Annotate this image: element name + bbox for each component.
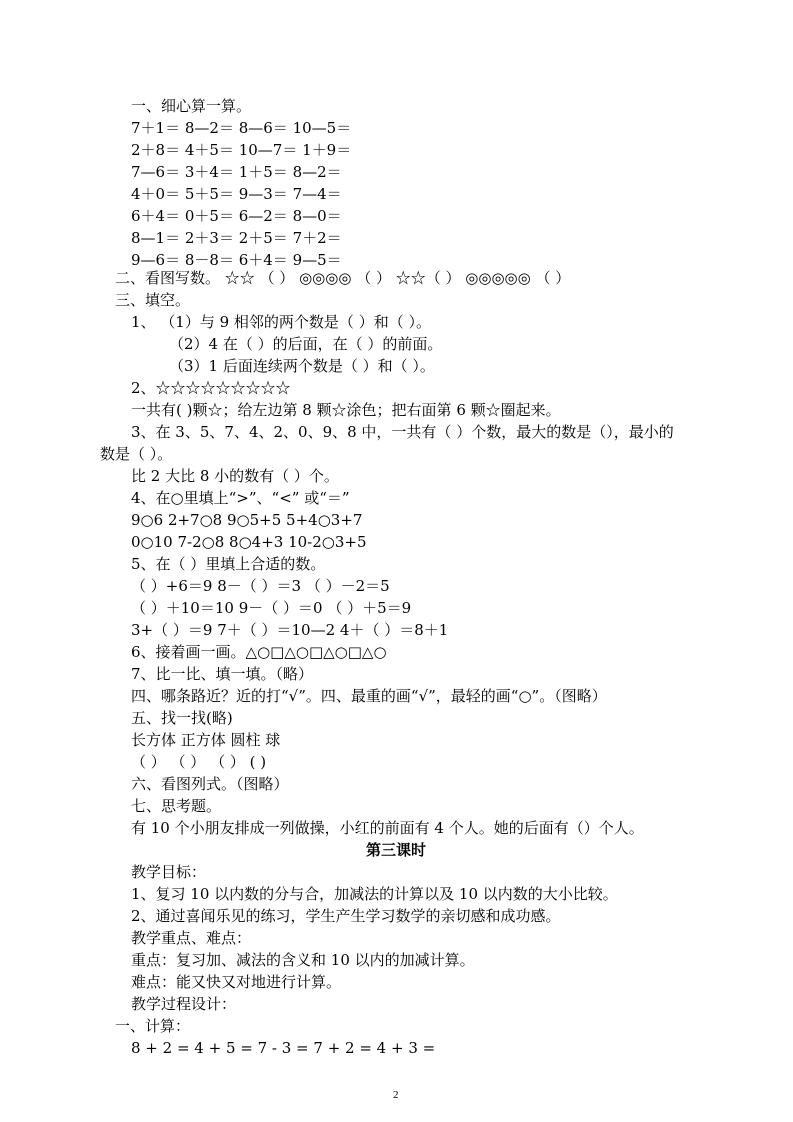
calc-row-2: 2＋8＝ 4＋5＝ 10—7＝ 1＋9＝ <box>131 141 352 159</box>
difficult-point: 难点：能又快又对地进行计算。 <box>131 973 342 991</box>
fill-item-1-3: （3）1 后面连续两个数是（ ）和（ ）。 <box>169 357 435 375</box>
fill-item-6: 6、接着画一画。△○□△○□△○□△○ <box>131 643 387 661</box>
shape-blanks: （ ） （ ） （ ） ( ) <box>131 753 267 771</box>
blank-row-2: （ ）＋10＝10 9－（ ）＝0 （ ）＋5＝9 <box>131 599 412 617</box>
goals-heading: 教学目标： <box>131 863 207 881</box>
blank-row-1: （ ）+6＝9 8－（ ）＝3 （ ）－2＝5 <box>131 577 390 595</box>
key-points-heading: 教学重点、难点： <box>131 929 252 947</box>
blank-row-3: 3+（ ）＝9 7＋（ ）＝10—2 4＋（ ）＝8＋1 <box>131 621 449 639</box>
fill-item-2: 2、☆☆☆☆☆☆☆☆☆ <box>131 379 291 397</box>
fill-item-4: 4、在○里填上“>”、“<” 或“＝” <box>131 489 350 507</box>
fill-item-3: 3、在 3、5、7、4、2、0、9、8 中，一共有（ ）个数，最大的数是（），最小的 <box>131 423 674 441</box>
page-number: 2 <box>393 1089 399 1101</box>
fill-item-3-cont: 数是（ ）。 <box>100 445 173 463</box>
calc-heading: 一、计算： <box>115 1017 191 1035</box>
section-3-heading: 三、填空。 <box>115 291 191 309</box>
calc-row-6: 8—1＝ 2＋3＝ 2＋5＝ 7＋2＝ <box>131 229 342 247</box>
calc-row-3: 7—6＝ 3＋4＝ 1＋5＝ 8—2＝ <box>131 163 342 181</box>
fill-item-5: 5、在（ ）里填上合适的数。 <box>131 555 326 573</box>
section-1-heading: 一、细心算一算。 <box>131 97 252 115</box>
calc-line: 8 + 2 = 4 + 5 = 7 - 3 = 7 + 2 = 4 + 3 = <box>131 1039 436 1057</box>
section-4-heading: 四、哪条路近？近的打“√”。四、最重的画“√”，最轻的画“○”。（图略） <box>131 687 607 705</box>
process-heading: 教学过程设计： <box>131 995 237 1013</box>
section-7-heading: 七、思考题。 <box>131 797 222 815</box>
calc-row-1: 7＋1＝ 8—2＝ 8—6＝ 10—5＝ <box>131 119 352 137</box>
compare-row-2: 0○10 7-2○8 8○4+3 10-2○3+5 <box>131 533 367 551</box>
goal-1: 1、复习 10 以内数的分与合，加减法的计算以及 10 以内数的大小比较。 <box>131 885 618 903</box>
section-2-heading: 二、看图写数。 ☆☆ （ ） ◎◎◎◎ （ ） ☆☆（ ） ◎◎◎◎◎ （ ） <box>115 269 571 287</box>
calc-row-5: 6＋4＝ 0＋5＝ 6—2＝ 8—0＝ <box>131 207 342 225</box>
goal-2: 2、通过喜闻乐见的练习，学生产生学习数学的亲切感和成功感。 <box>131 907 561 925</box>
fill-item-2-text: 一共有( )颗☆；给左边第 8 颗☆涂色；把右面第 6 颗☆圈起来。 <box>131 401 561 419</box>
calc-row-4: 4＋0＝ 5＋5＝ 9—3＝ 7—4＝ <box>131 185 342 203</box>
compare-row-1: 9○6 2+7○8 9○5+5 5+4○3+7 <box>131 511 363 529</box>
fill-item-3-extra: 比 2 大比 8 小的数有（ ）个。 <box>131 467 339 485</box>
fill-item-1-2: （2）4 在（ ）的后面，在（ ）的前面。 <box>169 335 443 353</box>
calc-row-7: 9—6＝ 8－8＝ 6＋4＝ 9—5＝ <box>131 251 342 269</box>
fill-item-7: 7、比一比、填一填。（略） <box>131 665 314 683</box>
lesson-title: 第三课时 <box>366 841 427 859</box>
section-6-heading: 六、看图列式。（图略） <box>131 775 289 793</box>
key-point: 重点：复习加、减法的含义和 10 以内的加减计算。 <box>131 951 475 969</box>
shape-names: 长方体 正方体 圆柱 球 <box>131 731 281 749</box>
section-5-heading: 五、找一找(略) <box>131 709 233 727</box>
fill-item-1-1: 1、 （1）与 9 相邻的两个数是（ ）和（ ）。 <box>131 313 431 331</box>
thinking-question: 有 10 个小朋友排成一列做操，小红的前面有 4 个人。她的后面有（）个人。 <box>131 819 644 837</box>
